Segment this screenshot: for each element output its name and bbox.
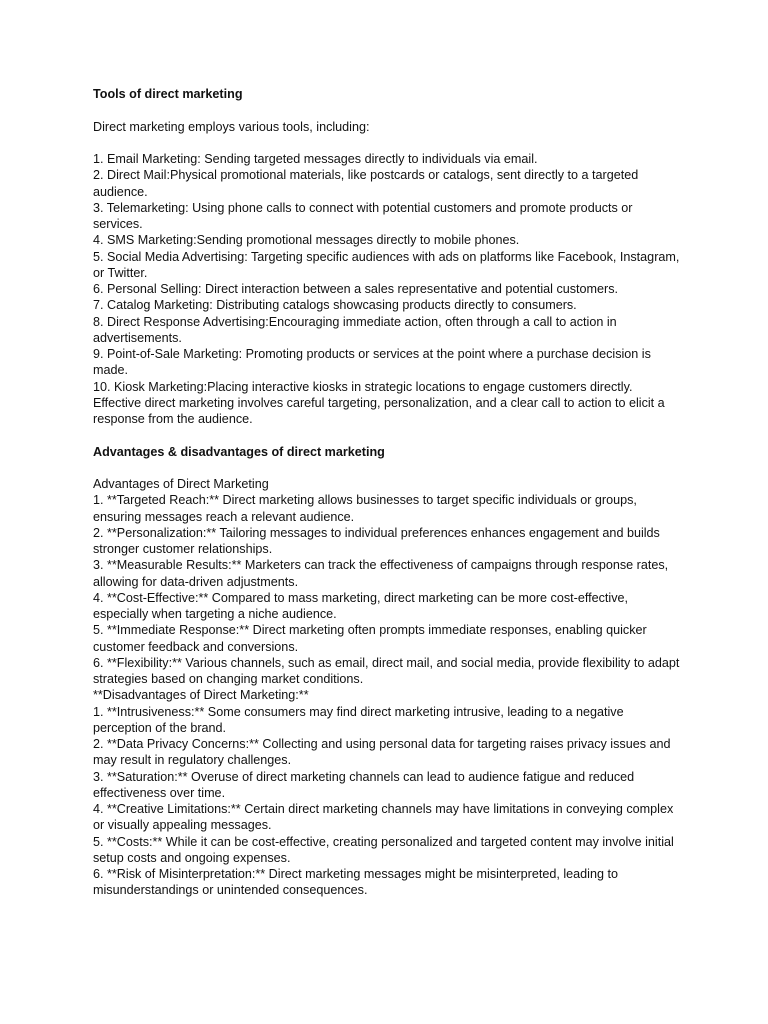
list-item: 2. Direct Mail:Physical promotional materials, like postcards or catalogs, sent directly to a targeted audience. (93, 168, 639, 199)
list-item: 1. **Targeted Reach:** Direct marketing allows businesses to target specific individuals or groups, ensuring messages reach a relevant audience. (93, 493, 637, 524)
list-item: 6. **Risk of Misinterpretation:** Direct marketing messages might be misinterpreted, leading to misunderstandings or unintended consequences. (93, 867, 618, 898)
list-item: 3. Telemarketing: Using phone calls to connect with potential customers and promote products or services. (93, 200, 633, 231)
section-heading-tools: Tools of direct marketing (93, 87, 243, 101)
spacer (93, 460, 683, 476)
list-item: 4. SMS Marketing:Sending promotional messages directly to mobile phones. (93, 233, 520, 248)
list-item: 6. Personal Selling: Direct interaction between a sales representative and potential customers. (93, 282, 619, 296)
list-item: 3. **Measurable Results:** Marketers can track the effectiveness of campaigns through response rates, allowing for data-driven adjustments. (93, 558, 669, 589)
tools-list (93, 151, 683, 395)
list-item: 1. **Intrusiveness:** Some consumers may find direct marketing intrusive, leading to a negative perception of the brand. (93, 704, 624, 735)
disadvantages-list (93, 704, 683, 899)
tools-closing: Effective direct marketing involves careful targeting, personalization, and a clear call to action to elicit a response from the audience. (93, 395, 665, 426)
list-item: 8. Direct Response Advertising:Encouraging immediate action, often through a call to action in advertisements. (93, 314, 617, 345)
list-item: 10. Kiosk Marketing:Placing interactive kiosks in strategic locations to engage customers directly. (93, 379, 633, 394)
spacer (93, 102, 683, 118)
list-item: 4. **Cost-Effective:** Compared to mass marketing, direct marketing can be more cost-effective, especially when targeting a niche audience. (93, 590, 628, 621)
disadvantages-title: **Disadvantages of Direct Marketing:** (93, 688, 309, 703)
list-item: 5. Social Media Advertising: Targeting specific audiences with ads on platforms like Facebook, Instagram, or Twitter. (93, 249, 680, 280)
spacer (93, 135, 683, 151)
document-page (93, 86, 683, 899)
list-item: 5. **Immediate Response:** Direct marketing often prompts immediate responses, enabling quicker customer feedback and conversions. (93, 623, 647, 654)
list-item: 6. **Flexibility:** Various channels, such as email, direct mail, and social media, provide flexibility to adapt strategies based on changing market conditions. (93, 655, 680, 686)
list-item: 5. **Costs:** While it can be cost-effective, creating personalized and targeted content may involve initial setup costs and ongoing expenses. (93, 834, 674, 865)
section-heading-advantages: Advantages & disadvantages of direct marketing (93, 444, 385, 459)
list-item: 9. Point-of-Sale Marketing: Promoting products or services at the point where a purchase decision is made. (93, 347, 651, 378)
spacer (93, 427, 683, 443)
list-item: 2. **Personalization:** Tailoring messages to individual preferences enhances engagement and builds stronger customer relationships. (93, 525, 660, 556)
advantages-list (93, 492, 683, 687)
list-item: 1. Email Marketing: Sending targeted messages directly to individuals via email. (93, 152, 538, 166)
list-item: 4. **Creative Limitations:** Certain direct marketing channels may have limitations in conveying complex or visually appealing messages. (93, 802, 674, 833)
list-item: 7. Catalog Marketing: Distributing catalogs showcasing products directly to consumers. (93, 298, 577, 313)
advantages-title: Advantages of Direct Marketing (93, 477, 269, 491)
list-item: 3. **Saturation:** Overuse of direct marketing channels can lead to audience fatigue and reduced effectiveness over time. (93, 769, 635, 800)
tools-intro: Direct marketing employs various tools, including: (93, 119, 370, 134)
list-item: 2. **Data Privacy Concerns:** Collecting and using personal data for targeting raises privacy issues and may result in regulatory challenges. (93, 737, 671, 768)
